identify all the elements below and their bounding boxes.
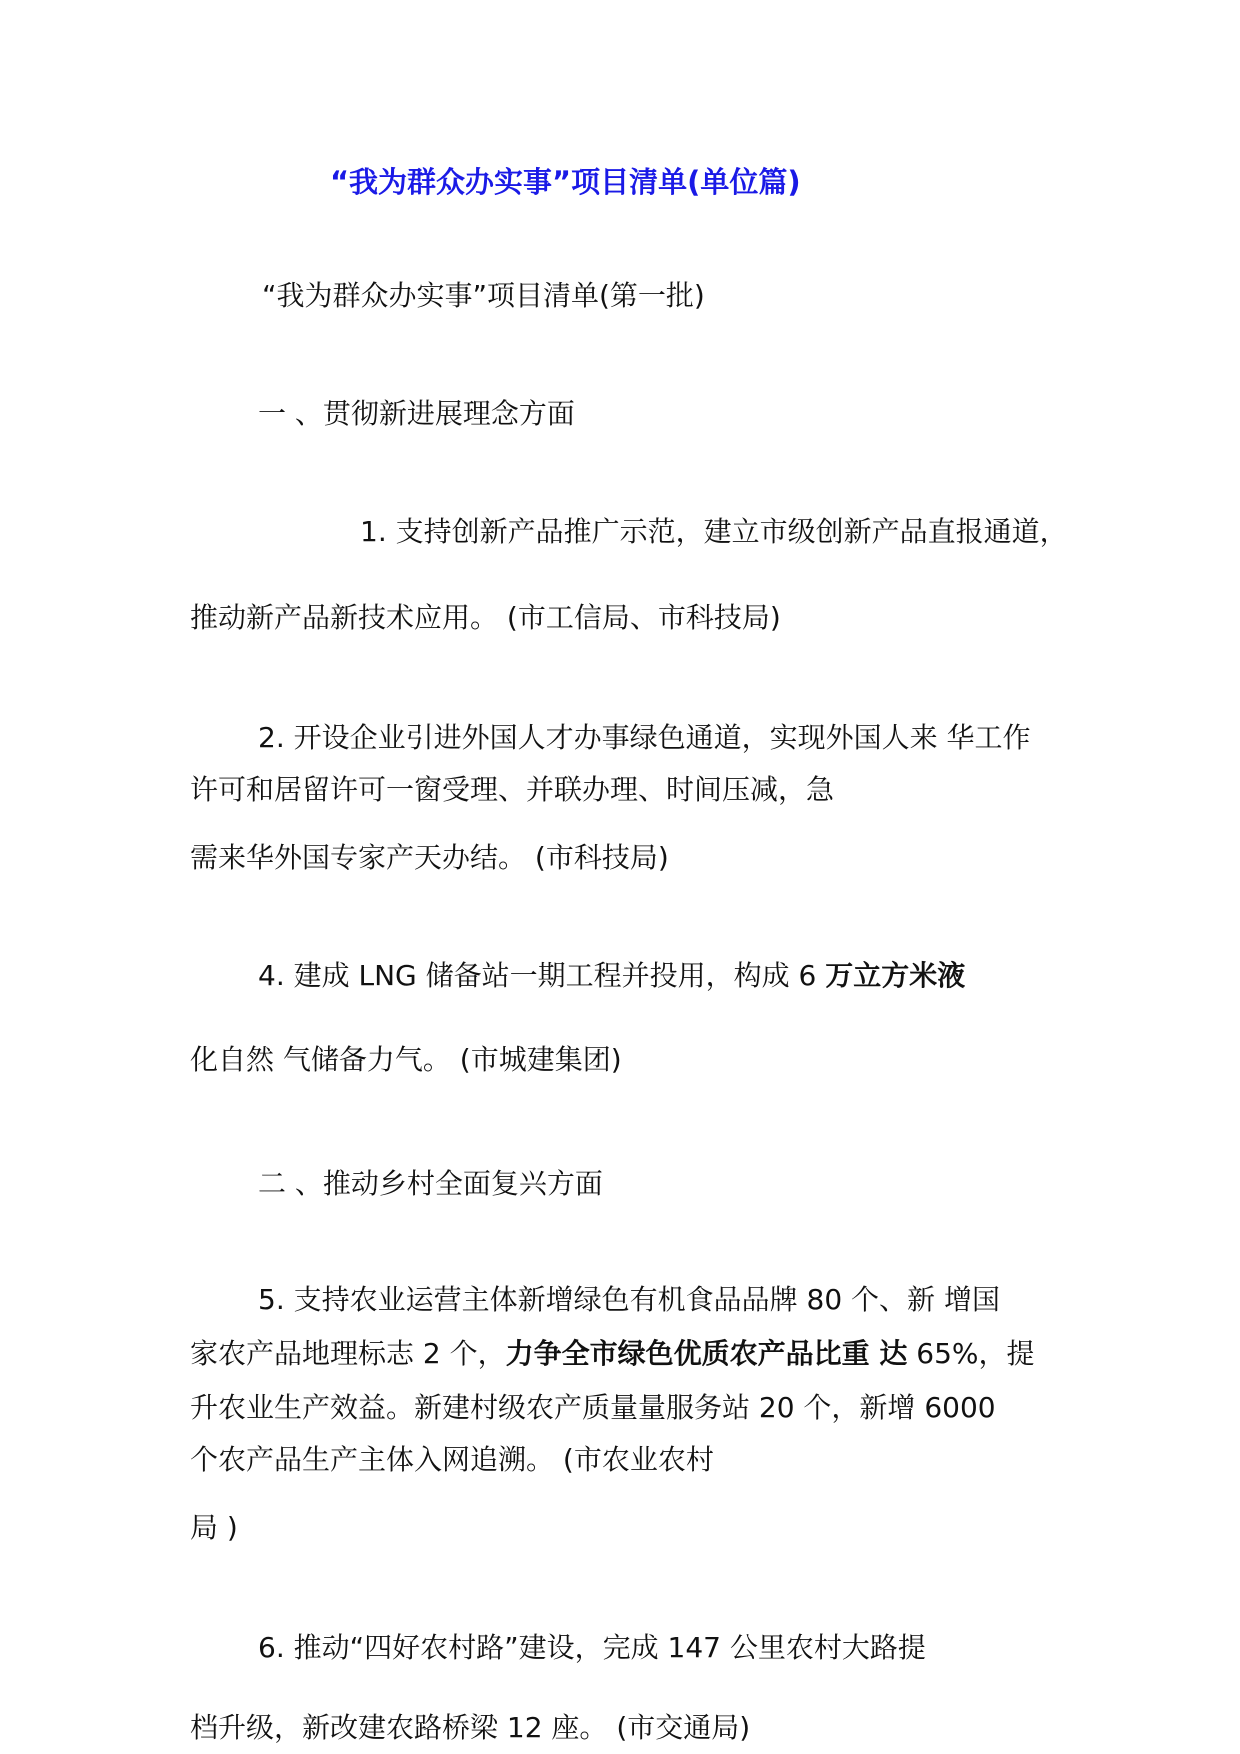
item-6-line-1: 6. 推动“四好农村路”建设，完成 147 公里农村大路提 bbox=[258, 1631, 926, 1664]
item-5-line-4: 个农产品生产主体入网追溯。 (市农业农村 bbox=[190, 1443, 714, 1476]
item-5-line-5: 局 ) bbox=[190, 1511, 238, 1544]
item-2-line-3: 需来华外国专家产天办结。 (市科技局) bbox=[190, 841, 669, 874]
item-1-line-1: 1. 支持创新产品推广示范，建立市级创新产品直报通道， bbox=[360, 515, 1068, 548]
item-4-line-2: 化自然 气储备力气。 (市城建集团) bbox=[190, 1043, 622, 1076]
item-5-line-2-c: 65%，提 bbox=[907, 1337, 1035, 1370]
document-subtitle: “我为群众办实事”项目清单(第一批) bbox=[262, 279, 705, 312]
item-2-line-2: 许可和居留许可一窗受理、并联办理、时间压减，急 bbox=[190, 773, 835, 806]
item-5-line-3: 升农业生产效益。新建村级农产质量量服务站 20 个，新增 6000 bbox=[190, 1391, 996, 1424]
item-2-line-1: 2. 开设企业引进外国人才办事绿色通道，实现外国人来 华工作 bbox=[258, 721, 1031, 754]
item-5-line-2 bbox=[190, 1334, 1035, 1374]
item-4-line-1 bbox=[258, 956, 965, 996]
item-4-line-1-bold: 万立方米液 bbox=[825, 959, 966, 992]
document-title: “我为群众办实事”项目清单(单位篇) bbox=[330, 165, 801, 199]
item-1-line-2: 推动新产品新技术应用。 (市工信局、市科技局) bbox=[190, 601, 781, 634]
item-6-line-2: 档升级，新改建农路桥梁 12 座。 (市交通局) bbox=[190, 1711, 751, 1744]
item-5-line-1: 5. 支持农业运营主体新增绿色有机食品品牌 80 个、新 增国 bbox=[258, 1283, 1000, 1316]
item-5-line-2-a: 家农产品地理标志 2 个， bbox=[190, 1337, 506, 1370]
section-heading-2: 二 、推动乡村全面复兴方面 bbox=[258, 1167, 603, 1200]
item-4-line-1-text: 4. 建成 LNG 储备站一期工程并投用，构成 6 bbox=[258, 959, 826, 992]
item-5-line-2-bold: 力争全市绿色优质农产品比重 达 bbox=[505, 1337, 908, 1370]
section-heading-1: 一 、贯彻新进展理念方面 bbox=[258, 397, 575, 430]
